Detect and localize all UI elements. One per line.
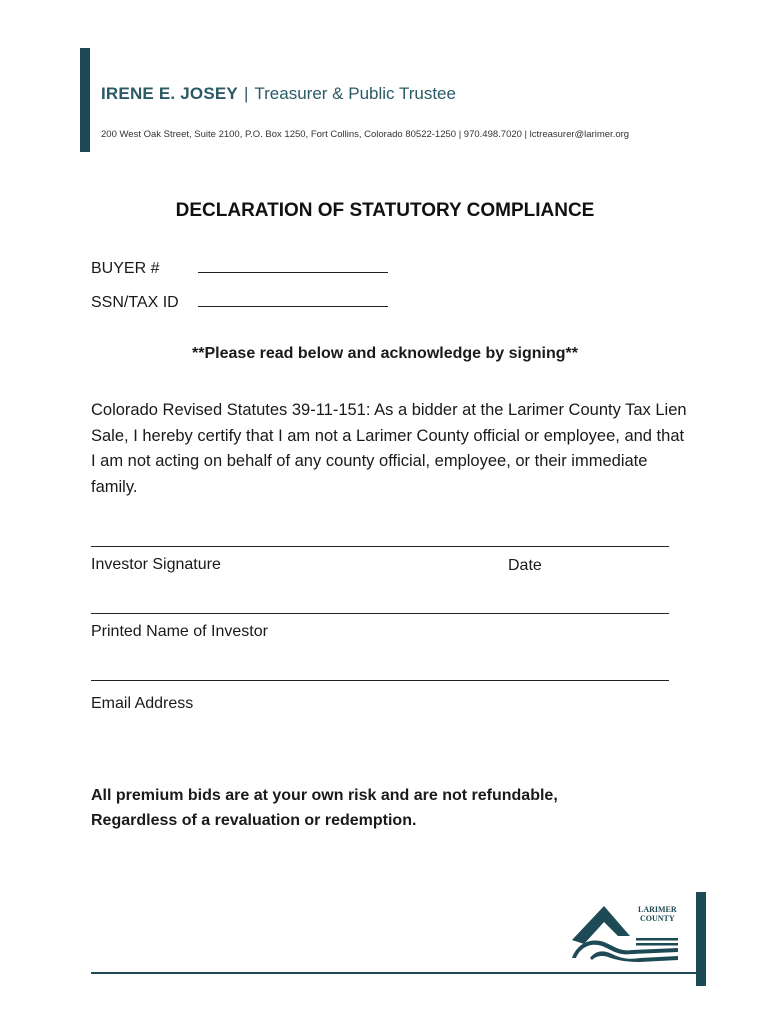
printed-name-label: Printed Name of Investor (91, 623, 268, 640)
header-title-row (101, 84, 456, 104)
footer-divider (91, 972, 703, 974)
acknowledge-notice: **Please read below and acknowledge by signing** (192, 345, 578, 362)
header-accent-bar (80, 48, 90, 152)
treasurer-title: Treasurer & Public Trustee (254, 84, 456, 103)
disclaimer-line-1: All premium bids are at your own risk and are not refundable, (91, 787, 558, 804)
logo-text (638, 905, 677, 923)
disclaimer-line-2: Regardless of a revaluation or redemption. (91, 812, 417, 829)
header-contact-info: 200 West Oak Street, Suite 2100, P.O. Box 1250, Fort Collins, Colorado 80522-1250 | 970.498.7020 | lctreasurer@larimer.org (101, 129, 630, 140)
logo-text-line-1: LARIMER (638, 905, 677, 914)
header-separator: | (243, 84, 249, 103)
investor-signature-line[interactable] (91, 546, 669, 547)
document-title: DECLARATION OF STATUTORY COMPLIANCE (175, 200, 595, 221)
ssn-tax-id-label: SSN/TAX ID (91, 294, 179, 311)
investor-signature-label: Investor Signature (91, 556, 221, 573)
printed-name-line[interactable] (91, 613, 669, 614)
buyer-number-label: BUYER # (91, 260, 160, 277)
ssn-tax-id-field[interactable] (198, 292, 388, 307)
treasurer-name: IRENE E. JOSEY (101, 84, 238, 103)
buyer-number-row (91, 258, 388, 278)
logo-text-line-2: COUNTY (640, 914, 675, 923)
ssn-tax-id-row (91, 292, 388, 312)
disclaimer (91, 783, 691, 833)
buyer-number-field[interactable] (198, 258, 388, 273)
email-address-line[interactable] (91, 680, 669, 681)
date-label: Date (508, 557, 542, 574)
statute-paragraph: Colorado Revised Statutes 39-11-151: As a bidder at the Larimer County Tax Lien Sale, I hereby certify that I am not a Larimer County official or employee, and that I am not acting on behalf of any county official, employee, or their immediate family. (91, 401, 687, 496)
email-address-label: Email Address (91, 695, 194, 712)
